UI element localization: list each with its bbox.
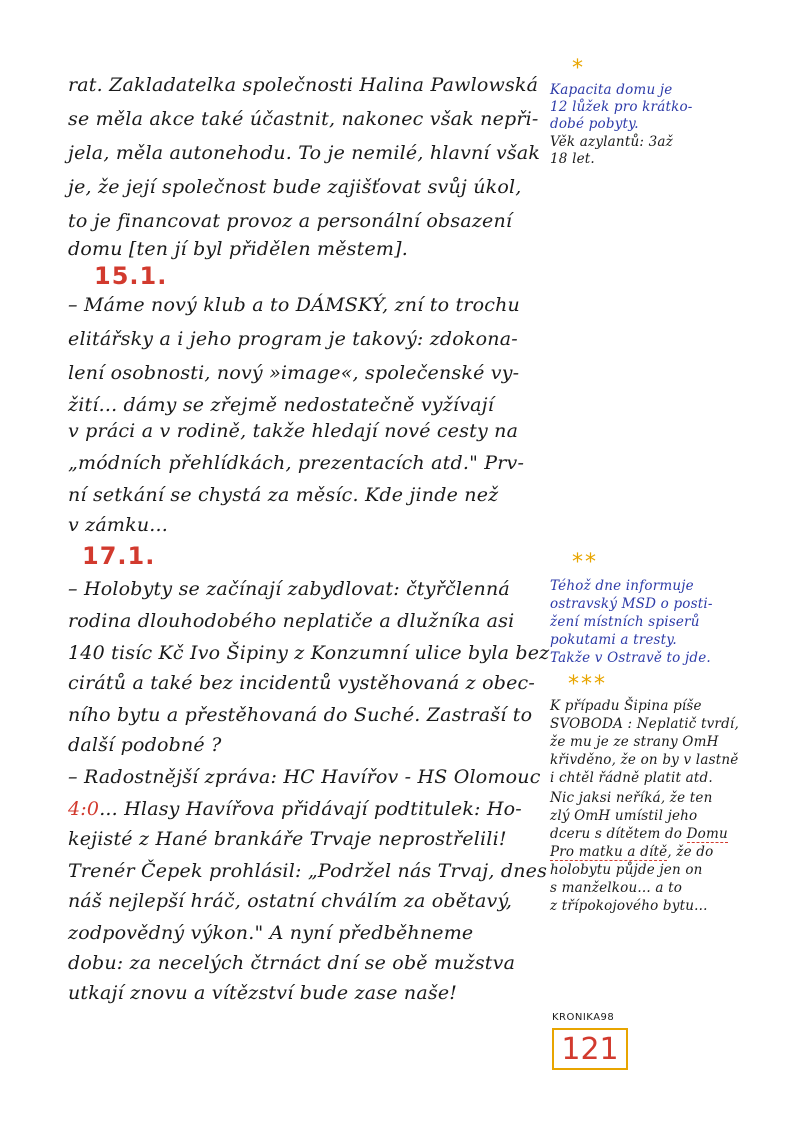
text-line: Trenér Čepek prohlásil: „Podržel nás Trvaj, dnes xyxy=(68,860,548,882)
text-fragment: dceru s dítětem do xyxy=(550,826,683,842)
note-line: K případu Šipina píše xyxy=(550,698,702,714)
text-line: rodina dlouhodobého neplatiče a dlužníka asi xyxy=(68,610,515,632)
text-line: – Radostnější zpráva: HC Havířov - HS Olomouc xyxy=(68,766,541,788)
entry-date: 17.1. xyxy=(82,542,156,570)
note-line: i chtěl řádně platit atd. xyxy=(550,770,713,786)
underlined-text: Pro matku a dítě xyxy=(550,844,668,860)
note-line: že mu je ze strany OmH xyxy=(550,734,719,750)
note-line xyxy=(550,826,728,842)
text-line: – Máme nový klub a to DÁMSKÝ, zní to trochu xyxy=(68,294,520,316)
text-line: žití... dámy se zřejmě nedostatečně vyžívají xyxy=(68,394,495,416)
text-line: v práci a v rodině, takže hledají nové cesty na xyxy=(68,420,519,442)
note-line: křivděno, že on by v lastně xyxy=(550,752,739,768)
text-line: elitářsky a i jeho program je takový: zdokona- xyxy=(68,328,518,350)
chronicle-label: KRONIKA98 xyxy=(552,1012,615,1023)
text-line: „módních přehlídkách, prezentacích atd." Prv- xyxy=(68,452,525,474)
text-line: dobu: za necelých čtrnáct dní se obě mužstva xyxy=(68,952,516,974)
text-line: ního bytu a přestěhovaná do Suché. Zastraší to xyxy=(68,704,533,726)
note-line: 12 lůžek pro krátko- xyxy=(550,99,693,115)
text-line: to je financovat provoz a personální obsazení xyxy=(68,210,513,232)
note-line: dobé pobyty. xyxy=(550,116,639,132)
match-score: 4:0 xyxy=(68,798,100,820)
text-line: cirátů a také bez incidentů vystěhovaná z obec- xyxy=(68,672,536,694)
note-line: Kapacita domu je xyxy=(550,82,673,98)
note-line: 18 let. xyxy=(550,151,595,167)
text-line: kejisté z Hané brankáře Trvaje neprostřelili! xyxy=(68,828,507,850)
text-line: rat. Zakladatelka společnosti Halina Pawlowská xyxy=(68,74,539,96)
entry-date: 15.1. xyxy=(94,262,168,290)
note-line: s manželkou... a to xyxy=(550,880,683,896)
text-line: 140 tisíc Kč Ivo Šipiny z Konzumní ulice byla bez xyxy=(68,642,550,664)
text-line: se měla akce také účastnit, nakonec však nepři- xyxy=(68,108,539,130)
note-line: Nic jaksi neříká, že ten xyxy=(550,790,713,806)
asterisk-marker: ** xyxy=(572,550,598,575)
note-line: Věk azylantů: 3až xyxy=(550,134,673,150)
text-line: – Holobyty se začínají zabydlovat: čtyřčlenná xyxy=(68,578,510,600)
page-number-box xyxy=(552,1028,628,1070)
asterisk-marker: * xyxy=(572,56,585,81)
text-line: zodpovědný výkon." A nyní předběhneme xyxy=(68,922,474,944)
text-line: ní setkání se chystá za měsíc. Kde jinde než xyxy=(68,484,499,506)
note-line: z třípokojového bytu... xyxy=(550,898,708,914)
text-fragment: ... Hlasy Havířova přidávají podtitulek: Ho- xyxy=(99,798,522,820)
text-line: je, že její společnost bude zajišťovat svůj úkol, xyxy=(68,176,522,198)
text-fragment: , že do xyxy=(667,844,714,860)
text-line: domu [ten jí byl přidělen městem]. xyxy=(68,238,408,260)
text-line: další podobné ? xyxy=(68,734,222,756)
asterisk-marker: *** xyxy=(568,672,607,697)
page-number: 121 xyxy=(561,1032,619,1067)
note-line: žení místních spiserů xyxy=(550,614,700,630)
note-line: Téhož dne informuje xyxy=(550,578,694,594)
text-line xyxy=(68,798,522,820)
note-line: zlý OmH umístil jeho xyxy=(550,808,698,824)
note-line xyxy=(550,844,713,860)
note-line: holobytu půjde jen on xyxy=(550,862,703,878)
note-line: SVOBODA : Neplatič tvrdí, xyxy=(550,716,739,732)
note-line: Takže v Ostravě to jde. xyxy=(550,650,711,666)
text-line: lení osobnosti, nový »image«, společenské vy- xyxy=(68,362,520,384)
note-line: ostravský MSD o posti- xyxy=(550,596,713,612)
text-line: v zámku... xyxy=(68,514,168,536)
text-line: náš nejlepší hráč, ostatní chválím za obětavý, xyxy=(68,890,513,912)
note-line: pokutami a tresty. xyxy=(550,632,677,648)
underlined-text: Domu xyxy=(686,826,728,842)
text-line: utkají znovu a vítězství bude zase naše! xyxy=(68,982,458,1004)
text-line: jela, měla autonehodu. To je nemilé, hlavní však xyxy=(68,142,541,164)
